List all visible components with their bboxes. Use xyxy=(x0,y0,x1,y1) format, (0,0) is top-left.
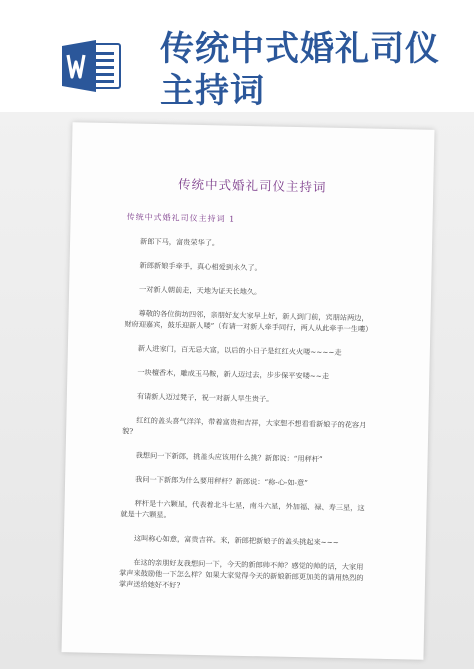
document-page xyxy=(61,122,434,659)
page-title: 传统中式婚礼司仪主持词 xyxy=(177,176,327,195)
paragraph: 新人进家门，百无忌大富，以后的小日子是红红火火喽~~~~走 xyxy=(137,343,342,357)
paragraph: 一块檀香木，雕成玉马鞍，新人迈过去，步步保平安喽~~走 xyxy=(137,367,330,381)
paragraph: 新郎新娘手牵手，真心相爱到永久了。 xyxy=(139,260,262,273)
paragraph: 尊敬的各位街坊四邻，亲朋好友大家早上好，新人到门前，宾朋站两边，财府迎嘉宾，鼓乐迎新人喽”（有请一对新人牵手同行，两人从此牵手一生嘍） xyxy=(124,308,373,334)
document-title: 传统中式婚礼司仪主持词 xyxy=(160,29,440,111)
paragraph: 我问一下新郎为什么要用秤杆？新郎说：“称-心-如-意” xyxy=(135,474,308,488)
document-body xyxy=(119,235,377,607)
section-heading: 传统中式婚礼司仪主持词 1 xyxy=(126,212,236,224)
paragraph: 秤杆是十六颗星，代表着北斗七星，南斗六星，外加福、禄、寿三星，这就是十六颗星。 xyxy=(120,498,365,520)
paragraph: 有请新人迈过凳子，祝一对新人早生贵子。 xyxy=(136,391,274,404)
paragraph: 一对新人朝前走，天地为证天长地久。 xyxy=(139,284,262,297)
paragraph: 新郎下马，富贵荣华了。 xyxy=(140,236,220,248)
header xyxy=(0,0,474,120)
paragraph: 我想问一下新郎，挑盖头应该用什么挑？新郎说：“用秤杆” xyxy=(135,450,323,464)
paragraph: 在这的亲朋好友我想问一下，今天的新郎帅不帅？感觉的帅的话，大家用掌声来鼓励他一下怎么样？如果大家觉得今天的新娘新郎更加美的请用热烈的掌声送给她好不好? xyxy=(118,557,364,590)
word-icon xyxy=(62,40,122,92)
paragraph: 红红的盖头喜气洋洋，带着富贵和吉祥，大家想不想看看新娘子的花容月貌? xyxy=(122,415,367,436)
paragraph: 这叫称心如意，富贵吉祥。来，新郎把新娘子的盖头挑起来~~~ xyxy=(133,533,339,547)
